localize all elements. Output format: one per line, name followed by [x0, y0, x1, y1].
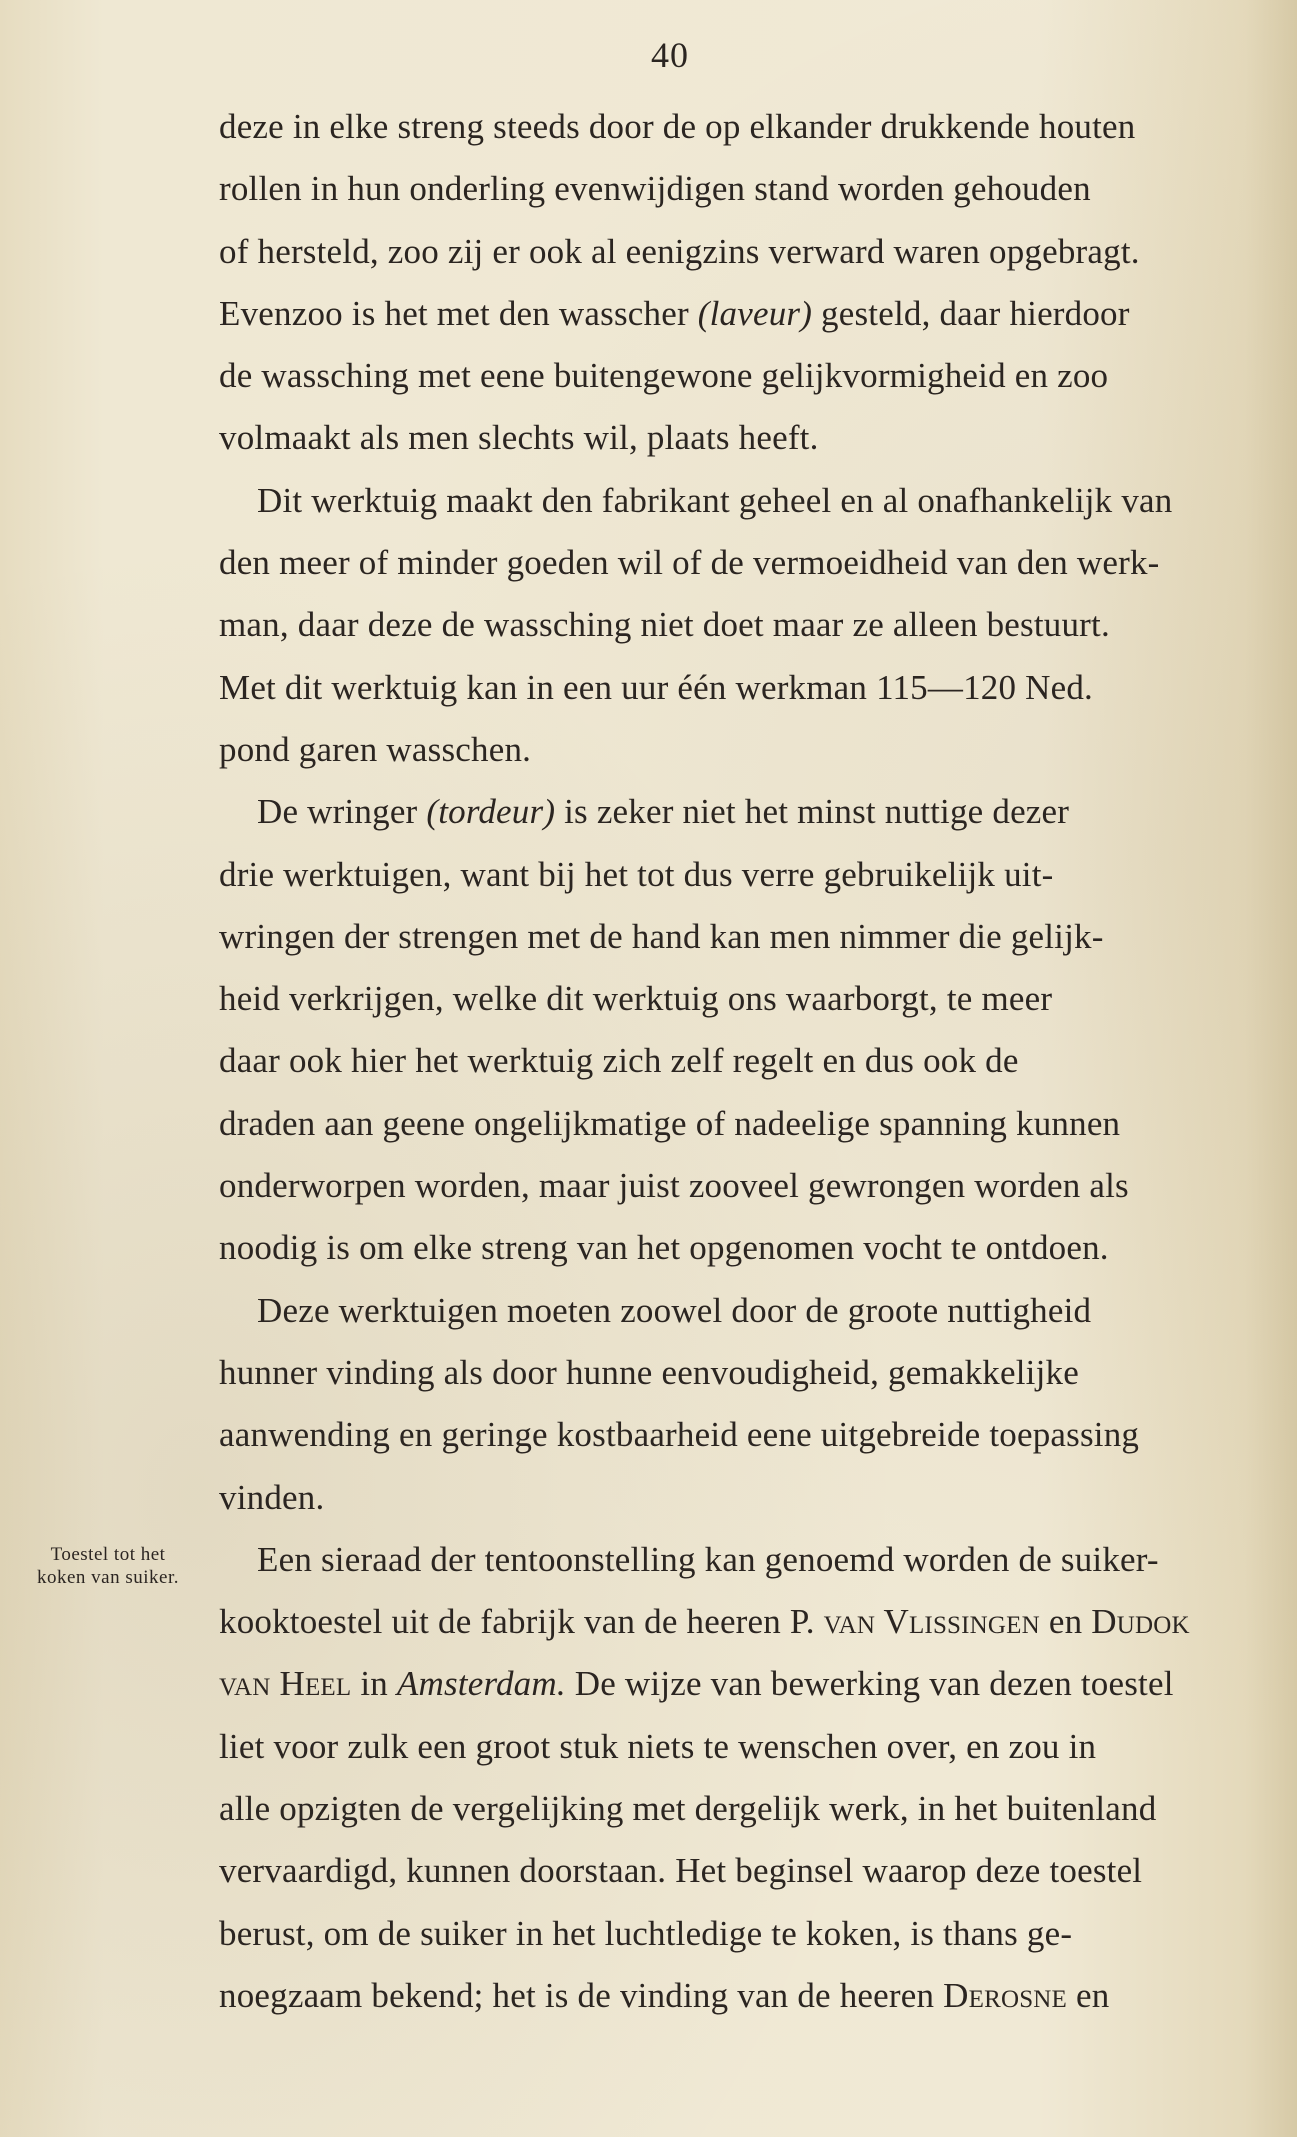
text-line: draden aan geene ongelijkmatige of nadeelige spanning kunnen	[219, 1103, 1121, 1143]
text-line: Met dit werktuig kan in een uur één werkman 115—120 Ned.	[219, 667, 1093, 707]
text-line: deze in elke streng steeds door de op elkander drukkende houten	[219, 107, 1136, 146]
text-line: noodig is om elke streng van het opgenomen vocht te ontdoen.	[219, 1228, 1109, 1268]
text-line: hunner vinding als door hunne eenvoudigheid, gemakkelijke	[219, 1352, 1079, 1392]
text-line: alle opzigten de vergelijking met dergelijk werk, in het buitenland	[219, 1789, 1157, 1829]
margin-note-line: Toestel tot het	[50, 1544, 166, 1565]
text-line: volmaakt als men slechts wil, plaats heeft.	[219, 418, 819, 458]
text-line: de wassching met eene buitengewone gelijkvormigheid en zoo	[219, 356, 1109, 396]
text-line: vervaardigd, kunnen doorstaan. Het beginsel waarop deze toestel	[219, 1851, 1143, 1891]
text-line: berust, om de suiker in het luchtledige te koken, is thans ge-	[219, 1913, 1073, 1953]
text-span: De wijze van bewerking van dezen toestel	[565, 1664, 1174, 1704]
text-line	[219, 781, 1259, 843]
text-line: heid verkrijgen, welke dit werktuig ons waarborgt, te meer	[219, 979, 1053, 1019]
text-span: kooktoestel uit de fabrijk van de heeren P.	[219, 1602, 824, 1642]
text-line: daar ook hier het werktuig zich zelf regelt en dus ook de	[219, 1041, 1019, 1081]
text-line: Een sieraad der tentoonstelling kan genoemd worden de suiker-	[257, 1539, 1159, 1579]
text-line: liet voor zulk een groot stuk niets te wenschen over, en zou in	[219, 1726, 1097, 1766]
text-line	[219, 1965, 1259, 2027]
margin-note-line: koken van suiker.	[36, 1567, 179, 1588]
italic-term: (laveur)	[697, 293, 813, 333]
margin-note	[8, 1543, 208, 1589]
text-span: is zeker niet het minst nuttige dezer	[555, 792, 1070, 832]
text-span: en	[1039, 1602, 1092, 1642]
text-span: De wringer	[257, 792, 427, 832]
text-line: drie werktuigen, want bij het tot dus verre gebruikelijk uit-	[219, 854, 1054, 894]
text-line: aanwending en geringe kostbaarheid eene uitgebreide toepassing	[219, 1415, 1140, 1455]
text-line: den meer of minder goeden wil of de vermoeidheid van den werk-	[219, 543, 1160, 583]
text-line: vinden.	[219, 1477, 325, 1517]
text-span: Evenzoo is het met den wasscher	[219, 293, 698, 333]
small-caps-name: van Vlissingen	[823, 1602, 1040, 1642]
body-text	[219, 96, 1259, 2027]
text-line: pond garen wasschen.	[219, 729, 532, 769]
small-caps-name: van Heel	[219, 1664, 352, 1704]
text-line: Dit werktuig maakt den fabrikant geheel en al onafhankelijk van	[257, 480, 1173, 520]
small-caps-name: Derosne	[943, 1975, 1068, 2015]
text-line: rollen in hun onderling evenwijdigen stand worden gehouden	[219, 169, 1091, 209]
text-line: wringen der strengen met de hand kan men nimmer die gelijk-	[219, 916, 1104, 956]
small-caps-name: Dudok	[1091, 1602, 1190, 1642]
text-line	[219, 1653, 1259, 1715]
text-span: gesteld, daar hierdoor	[812, 293, 1130, 333]
text-line: Deze werktuigen moeten zoowel door de groote nuttigheid	[257, 1290, 1092, 1330]
text-line	[219, 1591, 1259, 1653]
italic-place: Amsterdam.	[396, 1664, 566, 1704]
text-line	[219, 283, 1259, 345]
text-line: of hersteld, zoo zij er ook al eenigzins verward waren opgebragt.	[219, 231, 1140, 271]
text-line: man, daar deze de wassching niet doet maar ze alleen bestuurt.	[219, 605, 1110, 645]
text-span: noegzaam bekend; het is de vinding van de heeren	[219, 1975, 944, 2015]
page-number: 40	[651, 35, 689, 75]
text-span: en	[1067, 1975, 1110, 2015]
italic-term: (tordeur)	[426, 792, 556, 832]
text-line: onderworpen worden, maar juist zooveel gewrongen worden als	[219, 1166, 1129, 1206]
text-span: in	[351, 1664, 397, 1704]
